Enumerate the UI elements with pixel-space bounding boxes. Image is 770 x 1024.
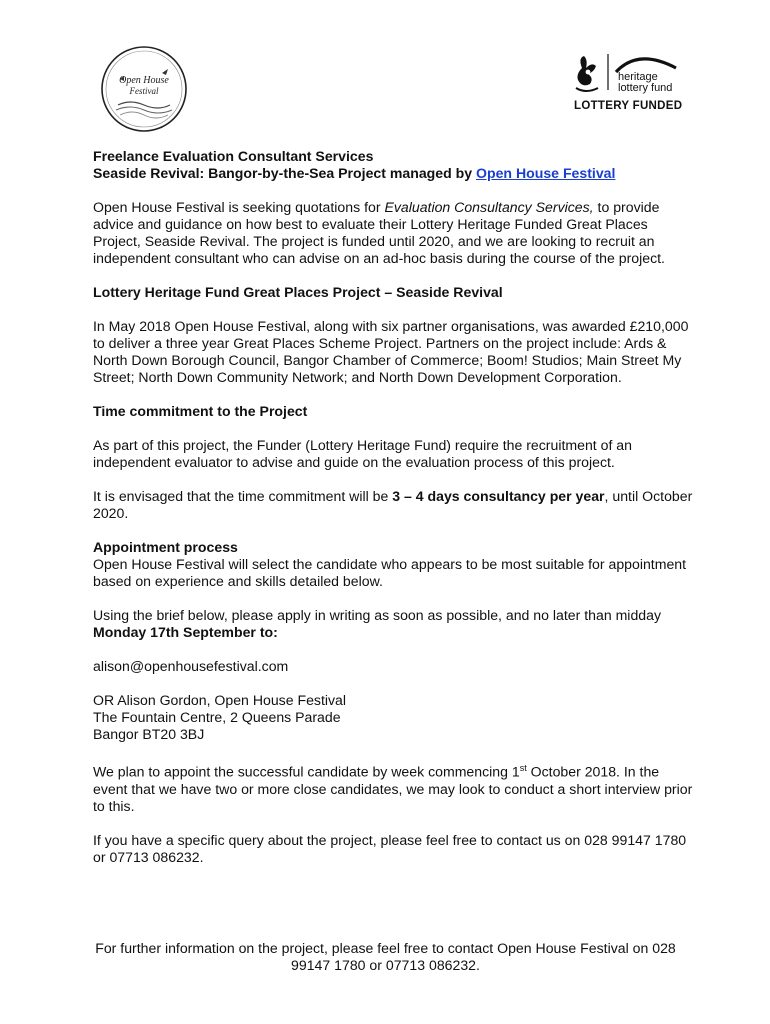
doc-title: Freelance Evaluation Consultant Services <box>93 148 374 164</box>
open-house-festival-link[interactable]: Open House Festival <box>476 165 616 181</box>
document-body <box>93 148 693 866</box>
doc-subtitle: Seaside Revival: Bangor-by-the-Sea Project managed by Open House Festival <box>93 165 616 181</box>
heritage-lottery-fund-logo <box>572 50 684 112</box>
apply-paragraph: Using the brief below, please apply in writing as soon as possible, and no later than midday Monday 17th September to: <box>93 607 662 640</box>
appointment-paragraph: Open House Festival will select the candidate who appears to be most suitable for appointment based on experience and skills detailed below. <box>93 556 687 589</box>
address-line-3: Bangor BT20 3BJ <box>93 726 205 742</box>
heading-project: Lottery Heritage Fund Great Places Project – Seaside Revival <box>93 284 503 300</box>
address-line-1: OR Alison Gordon, Open House Festival <box>93 692 347 708</box>
lottery-crossed-fingers-icon <box>572 50 684 98</box>
time-paragraph-2: It is envisaged that the time commitment will be 3 – 4 days consultancy per year, until October 2020. <box>93 488 693 521</box>
query-paragraph: If you have a specific query about the project, please feel free to contact us on 028 99147 1780 or 07713 086232. <box>93 831 687 865</box>
open-house-festival-logo <box>100 45 188 133</box>
address-line-2: The Fountain Centre, 2 Queens Parade <box>93 709 341 725</box>
contact-email: alison@openhousefestival.com <box>93 658 289 674</box>
time-paragraph-1: As part of this project, the Funder (Lottery Heritage Fund) require the recruitment of an independent evaluator to advise and guide on the evaluation process of this project. <box>93 437 632 470</box>
logo-text-line1: Open House <box>119 75 169 86</box>
festival-badge-icon <box>100 45 188 133</box>
heading-appointment: Appointment process <box>93 539 238 555</box>
project-paragraph: In May 2018 Open House Festival, along with six partner organisations, was awarded £210,000 to deliver a three year Great Places Scheme Project. Partners on the project include: Ards & North Down Borough Council, Bangor Chamber of Commerce; Boom! Studios; Main Street My Street; North Down Community Network; and North Down Development Corporation. <box>93 318 689 385</box>
intro-paragraph: Open House Festival is seeking quotations for Evaluation Consultancy Services, to provide advice and guidance on how best to evaluate their Lottery Heritage Funded Great Places Project, Seaside Revival. The project is funded until 2020, and we are looking to recruit an independent consultant who can advise on an ad-hoc basis during the course of the project. <box>93 199 665 266</box>
hlf-text-line2: lottery fund <box>618 82 673 94</box>
logo-text-line2: Festival <box>129 86 159 96</box>
plan-paragraph: We plan to appoint the successful candidate by week commencing 1st October 2018. In the event that we have two or more close candidates, we may look to conduct a short interview prior to this. <box>93 763 693 814</box>
footer-note: For further information on the project, please feel free to contact Open House Festival on 028 99147 1780 or 07713 086232. <box>95 940 676 973</box>
lottery-funded-label: LOTTERY FUNDED <box>574 100 683 112</box>
hlf-text-line1: heritage <box>618 71 658 83</box>
heading-time-commitment: Time commitment to the Project <box>93 403 308 419</box>
